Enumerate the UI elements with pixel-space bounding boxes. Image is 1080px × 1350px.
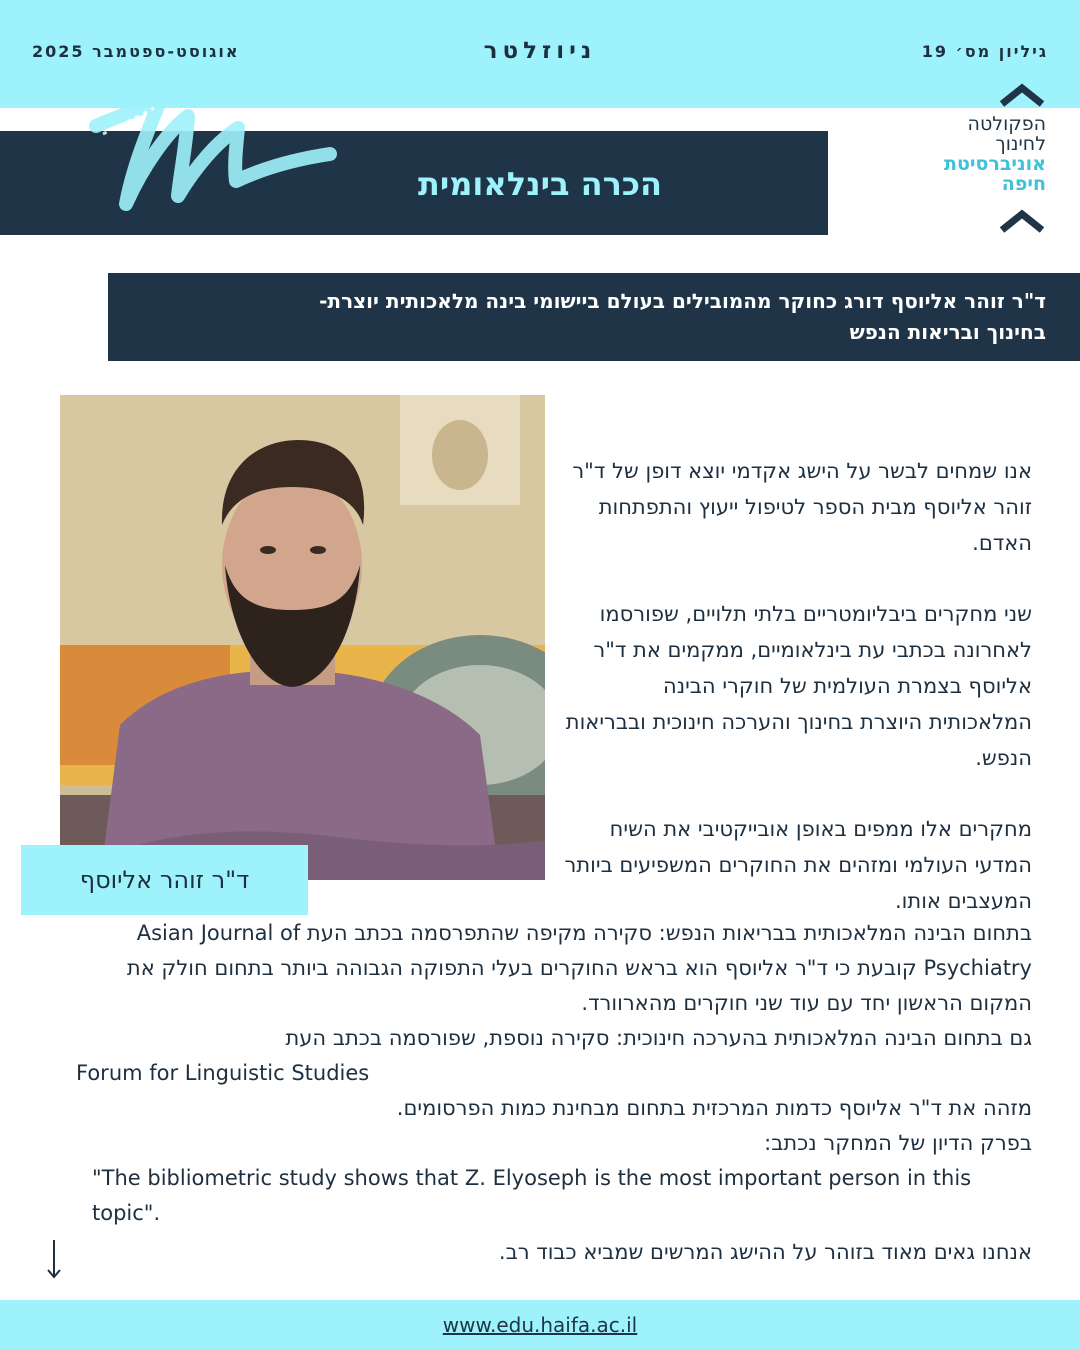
chevron-up-icon xyxy=(998,78,1046,108)
researcher-photo xyxy=(60,395,545,880)
body-paragraph-central-figure: מזהה את ד"ר אליוסף כדמות המרכזית בתחום מבחינת כמות הפרסומים. xyxy=(396,1096,1032,1120)
closing-paragraph: אנחנו גאים מאוד בזוהר על ההישג המרשים שמביא כבוד רב. xyxy=(498,1240,1032,1264)
body-paragraph-mental-health: בתחום הבינה המלאכותית בבריאות הנפש: סקירה מקיפה שהתפרסמה בכתב העת Asian Journal of Psychiatry קובעת כי ד"ר אליוסף הוא בראש החוקרים בעלי התפוקה הגבוהה ביותר בתחום חולק את המקום הראשון יחד עם עוד שני חוקרים מהארוורד. xyxy=(126,921,1032,1015)
intro-paragraph-2: שני מחקרים ביבליומטריים בלתי תלויים, שפורסמו לאחרונה בכתבי עת בינלאומיים, ממקמים את ד"ר אליוסף בצמרת העולמית של חוקרי הבינה המלאכותית היוצרת בחינוך והערכה חינוכית ובבריאות הנפש. xyxy=(565,602,1032,770)
faculty-name-line2: לחינוך xyxy=(995,133,1046,155)
journal-name: Forum for Linguistic Studies xyxy=(76,1061,370,1085)
article-body xyxy=(62,916,1032,1270)
headline-line2: בחינוך ובריאות הנפש xyxy=(849,320,1046,344)
university-name-line2: חיפה xyxy=(1001,173,1046,195)
intro-paragraph-1: אנו שמחים לבשר על הישג אקדמי יוצא דופן של ד"ר זוהר אליוסף מבית הספר לטיפול ייעוץ והתפתחות האדם. xyxy=(572,459,1032,555)
study-quote: "The bibliometric study shows that Z. Elyoseph is the most important person in this topic". xyxy=(92,1166,972,1225)
headline xyxy=(116,286,1046,348)
faculty-name-line1: הפקולטה xyxy=(967,113,1046,135)
chevron-up-icon xyxy=(998,204,1046,234)
newsletter-title: ניוזלטר xyxy=(483,38,597,64)
body-paragraph-discussion: בפרק הדיון של המחקר נכתב: xyxy=(764,1131,1032,1155)
brush-stroke-decoration xyxy=(88,86,338,221)
photo-caption: ד"ר זוהר אליוסף xyxy=(21,845,308,915)
headline-line1: ד"ר זוהר אליוסף דורג כחוקר מהמובילים בעולם ביישומי בינה מלאכותית יוצרת- xyxy=(319,289,1046,313)
website-link[interactable]: www.edu.haifa.ac.il xyxy=(442,1313,638,1337)
issue-date: אוגוסט-ספטמבר 2025 xyxy=(32,42,240,61)
faculty-logo[interactable] xyxy=(906,78,1046,234)
intro-paragraph-3: מחקרים אלו ממפים באופן אובייקטיבי את השיח המדעי העולמי ומזהים את החוקרים המשפיעים ביותר המעצבים אותו. xyxy=(564,817,1032,913)
university-name-line1: אוניברסיטת xyxy=(944,153,1046,175)
body-paragraph-education: גם בתחום הבינה המלאכותית בהערכה חינוכית: סקירה נוספת, שפורסמה בכתב העת xyxy=(285,1026,1032,1050)
arrow-down-icon xyxy=(44,1238,64,1280)
section-title: הכרה בינלאומית xyxy=(417,165,662,203)
issue-number: גיליון מס׳ 19 xyxy=(921,42,1048,61)
intro-text xyxy=(562,453,1032,919)
